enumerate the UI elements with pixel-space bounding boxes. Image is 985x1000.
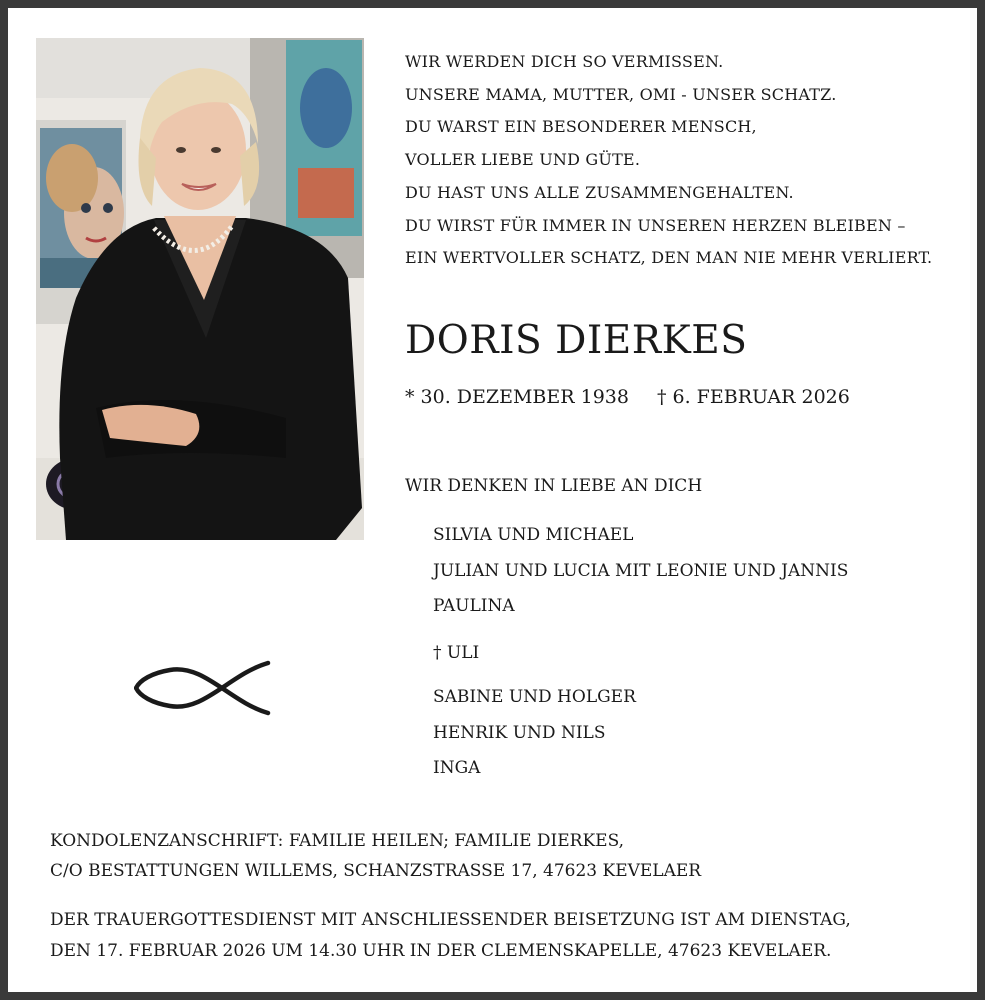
family-group — [433, 636, 479, 672]
ichthys-fish-icon — [134, 660, 272, 716]
poem — [405, 46, 932, 275]
family-member: HENRIK UND NILS — [433, 722, 606, 743]
life-dates — [405, 386, 850, 408]
poem-line: DU HAST UNS ALLE ZUSAMMENGEHALTEN. — [405, 182, 794, 202]
family-member: INGA — [433, 758, 481, 778]
birth-date: * 30. DEZEMBER 1938 — [405, 386, 629, 408]
family-member: PAULINA — [433, 596, 515, 616]
portrait-illustration — [36, 38, 364, 540]
deceased-name: DORIS DIERKES — [405, 318, 748, 363]
service-line: DER TRAUERGOTTESDIENST MIT ANSCHLIESSENDER BEISETZUNG IST AM DIENSTAG, — [50, 910, 851, 930]
poem-line: DU WIRST FÜR IMMER IN UNSEREN HERZEN BLEIBEN – — [405, 215, 906, 235]
family-group — [433, 518, 848, 625]
death-date: † 6. FEBRUAR 2026 — [656, 386, 850, 408]
service-line: DEN 17. FEBRUAR 2026 UM 14.30 UHR IN DER CLEMENSKAPELLE, 47623 KEVELAER. — [50, 941, 832, 961]
funeral-service-info — [50, 905, 851, 967]
family-member: SILVIA UND MICHAEL — [433, 525, 634, 545]
condolence-line: KONDOLENZANSCHRIFT: FAMILIE HEILEN; FAMILIE DIERKES, — [50, 831, 625, 851]
family-member: † ULI — [433, 643, 480, 663]
poem-line: VOLLER LIEBE UND GÜTE. — [405, 150, 641, 170]
condolence-address — [50, 826, 701, 886]
remembrance-greeting: WIR DENKEN IN LIEBE AN DICH — [405, 476, 703, 496]
poem-line: EIN WERTVOLLER SCHATZ, DEN MAN NIE MEHR VERLIERT. — [405, 248, 933, 268]
portrait-photo — [36, 38, 364, 540]
family-member: JULIAN UND LUCIA MIT LEONIE UND JANNIS — [433, 560, 849, 581]
poem-line: WIR WERDEN DICH SO VERMISSEN. — [405, 52, 724, 71]
poem-line: UNSERE MAMA, MUTTER, OMI - UNSER SCHATZ. — [405, 84, 837, 104]
family-member: SABINE UND HOLGER — [433, 687, 636, 707]
family-group — [433, 680, 636, 787]
condolence-line: C/O BESTATTUNGEN WILLEMS, SCHANZSTRASSE 17, 47623 KEVELAER — [50, 861, 702, 881]
poem-line: DU WARST EIN BESONDERER MENSCH, — [405, 117, 757, 137]
